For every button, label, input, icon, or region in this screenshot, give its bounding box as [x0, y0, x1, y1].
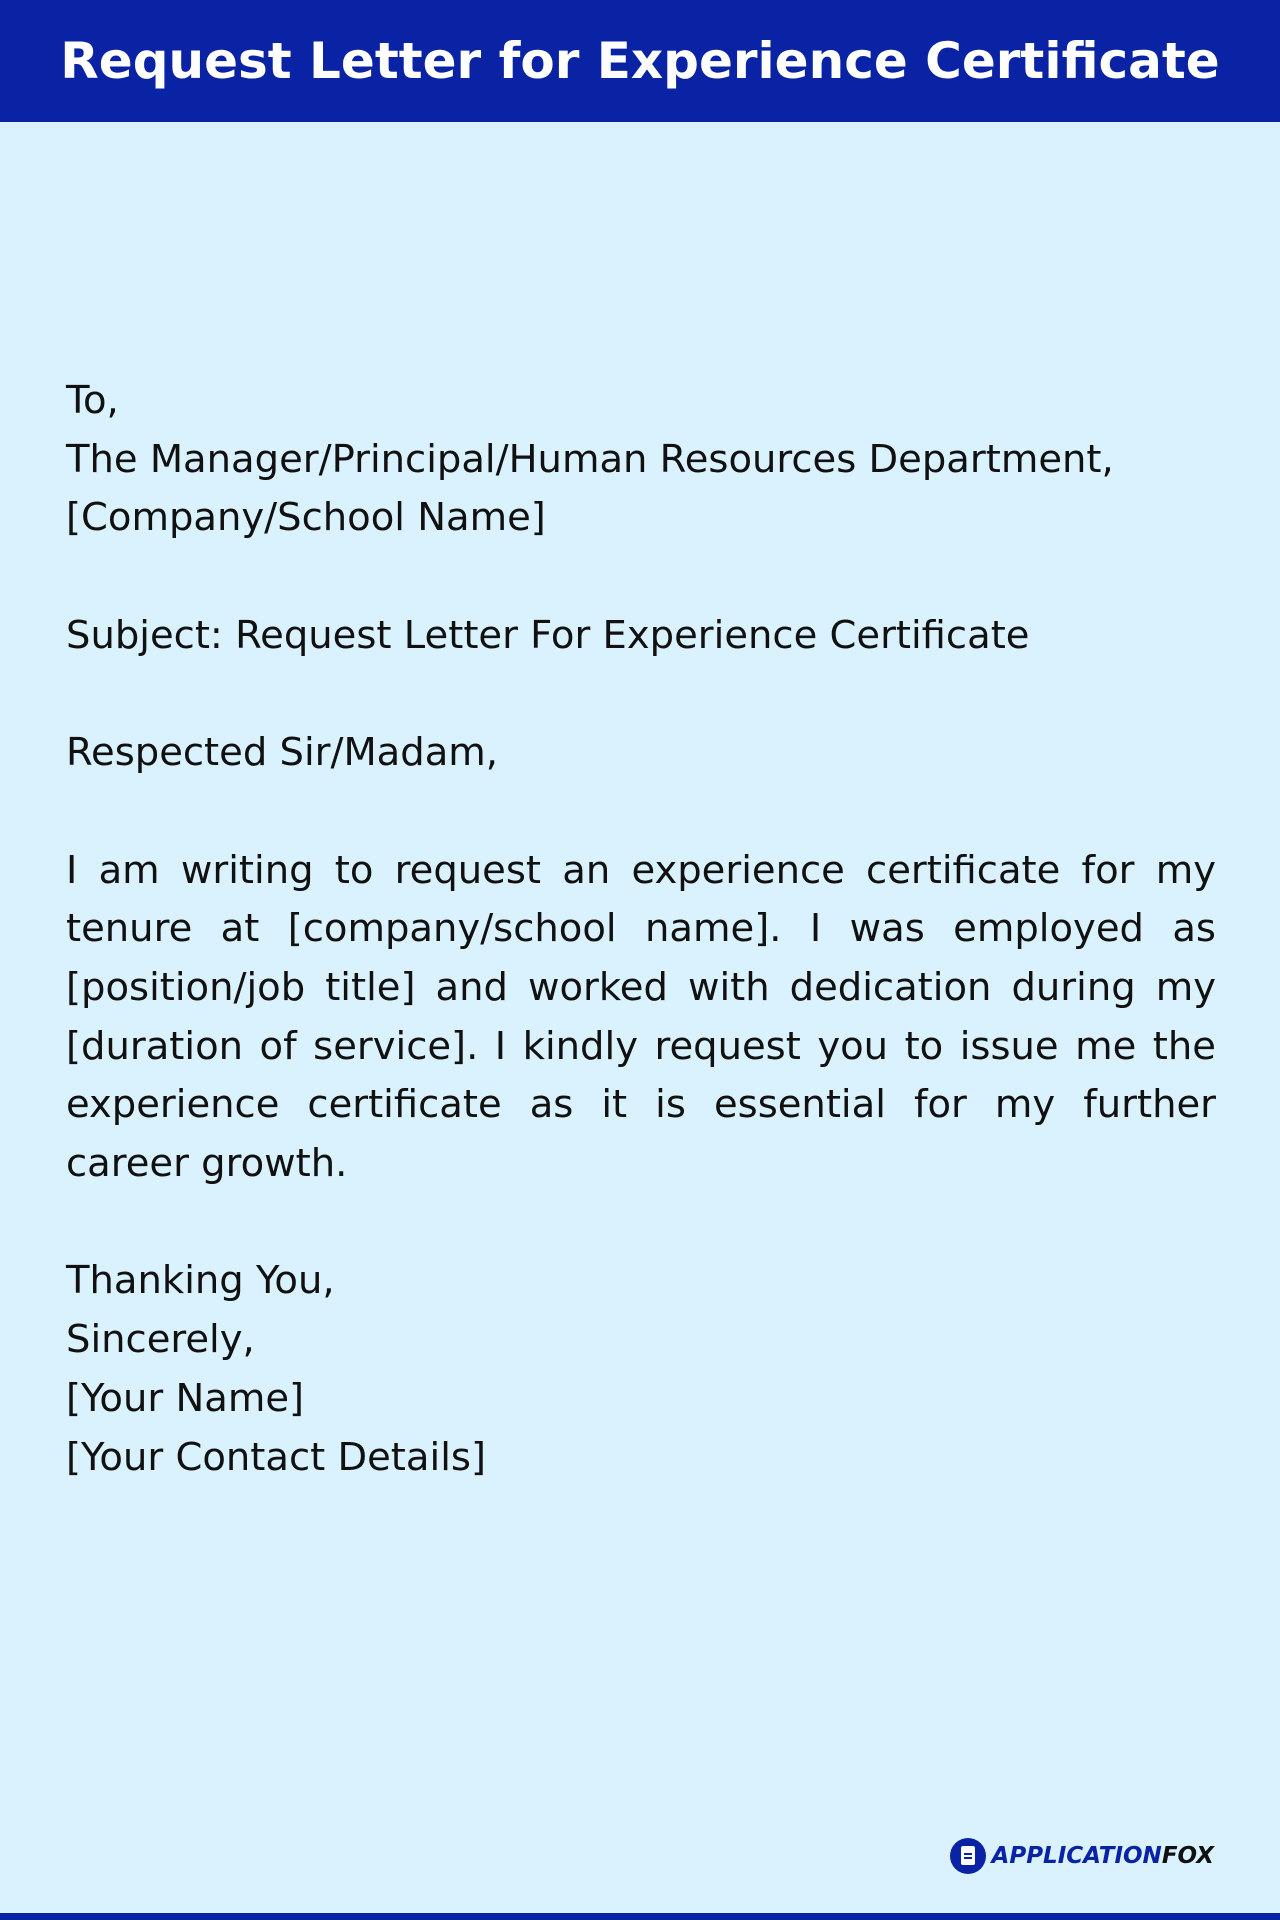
salutation-to: To, — [66, 378, 119, 423]
document-icon — [950, 1838, 986, 1874]
spacer — [66, 783, 1216, 842]
greeting-line: Respected Sir/Madam, — [66, 730, 499, 776]
subject-line: Subject: Request Letter For Experience Certificate — [66, 612, 1030, 658]
brand-wordmark: APPLICATIONFOX — [991, 1843, 1214, 1869]
sign-off-line: Sincerely, — [66, 1317, 255, 1363]
spacer — [66, 666, 1216, 725]
spacer — [66, 548, 1216, 607]
recipient-line: The Manager/Principal/Human Resources Department, — [66, 436, 1114, 482]
closing-line: Thanking You, — [66, 1258, 335, 1304]
sender-contact: [Your Contact Details] — [66, 1434, 486, 1480]
organization-line: [Company/School Name] — [66, 495, 546, 541]
page-header — [0, 0, 1280, 122]
letter-body — [66, 372, 1216, 1487]
brand-logo — [950, 1838, 1214, 1874]
sender-name: [Your Name] — [66, 1375, 305, 1421]
body-paragraph: I am writing to request an experience certificate for my tenure at [company/school name]. I was employed as [position/job title] and worked with dedication during my [duration of service]. I kindly request you to issue me the experience certificate as it is essential for my further career growth. — [66, 847, 1216, 1187]
bottom-bar — [0, 1913, 1280, 1920]
spacer — [66, 1194, 1216, 1253]
page-title: Request Letter for Experience Certificate — [60, 32, 1220, 90]
